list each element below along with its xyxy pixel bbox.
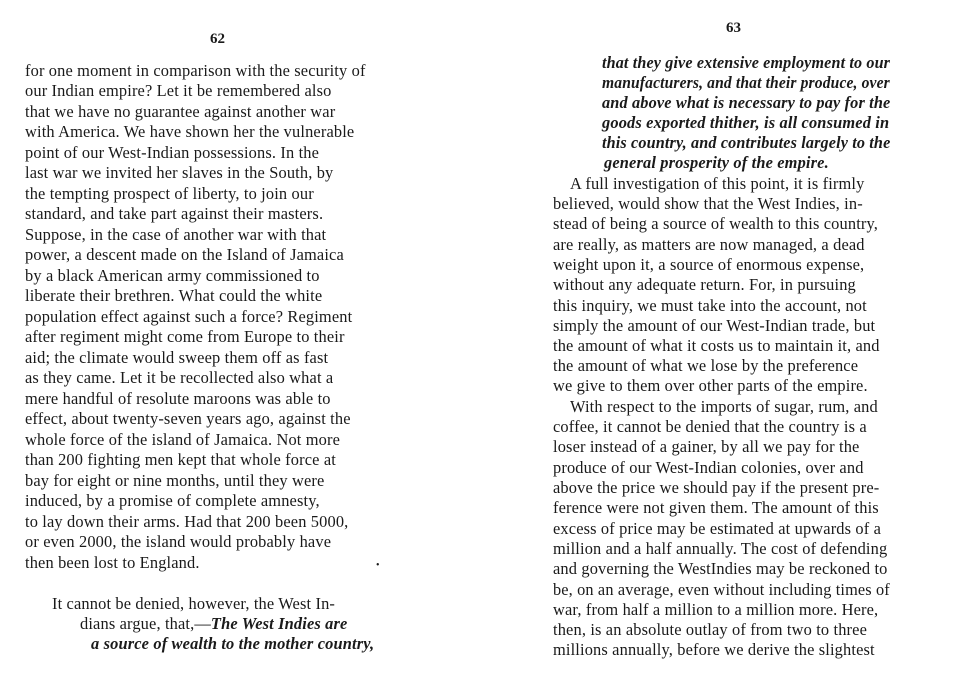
text-line: coffee, it cannot be denied that the country is a — [553, 417, 867, 436]
text-line: by a black American army commissioned to — [25, 266, 320, 285]
text-line: induced, by a promise of complete amnesty, — [25, 491, 320, 510]
text-line: aid; the climate would sweep them off as fast — [25, 348, 329, 367]
italic-line: this country, and contributes largely to the — [602, 133, 891, 152]
text-line: than 200 fighting men kept that whole force at — [25, 450, 336, 469]
text-line: then been lost to England. — [25, 553, 200, 572]
quote-line — [80, 614, 347, 634]
text-line: with America. We have shown her the vulnerable — [25, 122, 355, 141]
text-line: we give to them over other parts of the empire. — [553, 376, 868, 395]
text-line: war, from half a million to a million more. Here, — [553, 600, 879, 619]
text-line: the tempting prospect of liberty, to join our — [25, 184, 314, 203]
text-line: whole force of the island of Jamaica. Not more — [25, 430, 341, 449]
text-line: the amount of what we lose by the preference — [553, 356, 859, 375]
quote-line: a source of wealth to the mother country, — [91, 634, 375, 653]
text-line: Suppose, in the case of another war with that — [25, 225, 327, 244]
text-line: With respect to the imports of sugar, rum, and — [570, 397, 878, 416]
text-line: above the price we should pay if the present pre- — [553, 478, 880, 497]
text-line: be, on an average, even without including times of — [553, 580, 890, 599]
text-line: then, is an absolute outlay of from two to three — [553, 620, 867, 639]
text-line: population effect against such a force? Regiment — [25, 307, 353, 326]
text-line: after regiment might come from Europe to their — [25, 327, 345, 346]
text-line: bay for eight or nine months, until they were — [25, 471, 325, 490]
text-line: the amount of what it costs us to maintain it, and — [553, 336, 880, 355]
stray-mark: • — [376, 560, 380, 571]
text-line: ference were not given them. The amount of this — [553, 498, 879, 517]
page-number: 62 — [210, 31, 225, 47]
text-line: last war we invited her slaves in the South, by — [25, 163, 334, 182]
text-line: as they came. Let it be recollected also what a — [25, 368, 334, 387]
text-line: simply the amount of our West-Indian trade, but — [553, 316, 876, 335]
text-line: millions annually, before we derive the slightest — [553, 640, 875, 659]
text-line: standard, and take part against their masters. — [25, 204, 324, 223]
italic-line: and above what is necessary to pay for the — [602, 93, 891, 112]
italic-line: that they give extensive employment to our — [602, 53, 891, 72]
text-line: excess of price may be estimated at upwards of a — [553, 519, 882, 538]
text-line: or even 2000, the island would probably have — [25, 532, 332, 551]
text-line: million and a half annually. The cost of defending — [553, 539, 888, 558]
italic-line: goods exported thither, is all consumed in — [602, 113, 890, 132]
right-page — [490, 0, 980, 683]
text-line: believed, would show that the West Indies, in- — [553, 194, 863, 213]
text-line: are really, as matters are now managed, a dead — [553, 235, 865, 254]
text-line: stead of being a source of wealth to this country, — [553, 214, 879, 233]
text-line: this inquiry, we must take into the account, not — [553, 296, 867, 315]
page-number: 63 — [726, 20, 741, 36]
quote-line-plain: dians argue, that,— — [80, 614, 211, 633]
italic-line: manufacturers, and that their produce, over — [602, 73, 890, 92]
text-line: point of our West-Indian possessions. In the — [25, 143, 320, 162]
text-line: power, a descent made on the Island of Jamaica — [25, 245, 344, 264]
text-line: and governing the WestIndies may be reckoned to — [553, 559, 888, 578]
quote-line-italic: The West Indies are — [210, 614, 348, 633]
text-line: for one moment in comparison with the security of — [25, 61, 366, 80]
text-line: effect, about twenty-seven years ago, against the — [25, 409, 351, 428]
text-line: liberate their brethren. What could the white — [25, 286, 323, 305]
text-line: without any adequate return. For, in pursuing — [553, 275, 856, 294]
text-line: loser instead of a gainer, by all we pay for the — [553, 437, 860, 456]
text-line: produce of our West-Indian colonies, over and — [553, 458, 864, 477]
text-line: that we have no guarantee against another war — [25, 102, 336, 121]
quote-line: It cannot be denied, however, the West In- — [52, 594, 336, 613]
text-line: mere handful of resolute maroons was able to — [25, 389, 331, 408]
text-line: our Indian empire? Let it be remembered also — [25, 81, 332, 100]
text-line: A full investigation of this point, it is firmly — [570, 174, 865, 193]
text-line: to lay down their arms. Had that 200 been 5000, — [25, 512, 349, 531]
text-line: weight upon it, a source of enormous expense, — [553, 255, 865, 274]
italic-line: general prosperity of the empire. — [604, 153, 829, 172]
